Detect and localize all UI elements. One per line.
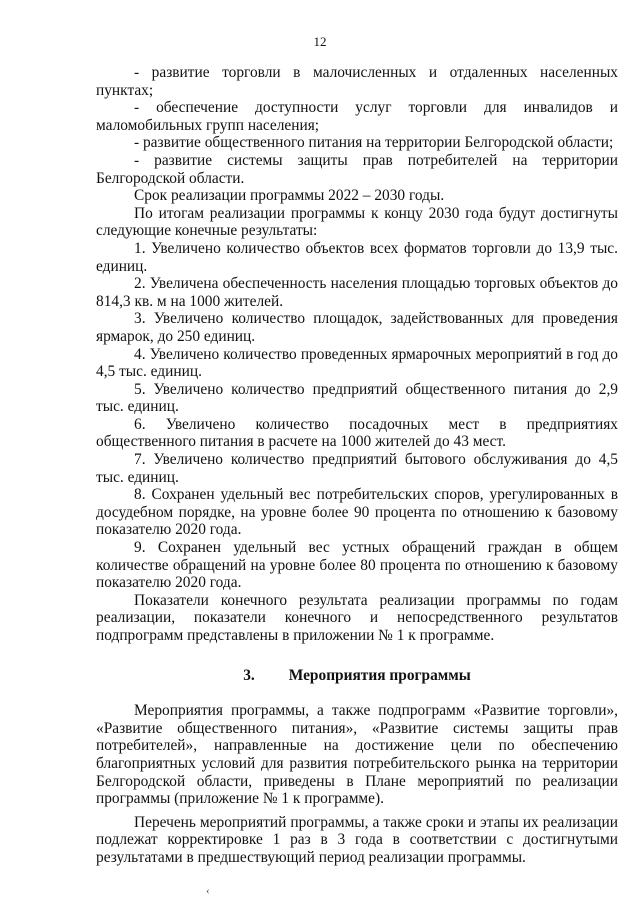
result-item-6: 6. Увеличено количество посадочных мест в предприятиях общественного питания в расчете на 1000 жителей до 43 мест.	[96, 415, 618, 451]
result-item-4: 4. Увеличено количество проведенных ярмарочных мероприятий в год до 4,5 тыс. единиц.	[96, 345, 618, 381]
bullet-consumer-protection: - развитие системы защиты прав потребителей на территории Белгородской области.	[96, 151, 618, 187]
result-item-7: 7. Увеличено количество предприятий бытового обслуживания до 4,5 тыс. единиц.	[96, 451, 618, 486]
page-number: 12	[313, 34, 327, 49]
program-term: Срок реализации программы 2022 – 2030 годы.	[134, 187, 445, 205]
result-item-9: 9. Сохранен удельный вес устных обращений граждан в общем количестве обращений на уровне более 80 процента по отношению к базовому показателю 2020 года.	[96, 539, 618, 592]
section-number: 3.	[243, 666, 255, 684]
section-heading	[96, 667, 618, 685]
measures-adjustment-paragraph: Перечень мероприятий программы, а также сроки и этапы их реализации подлежат корректировке 1 раз в 3 года в соответствии с достигнутыми результатами в предшествующий период реализации программы.	[96, 813, 618, 866]
result-item-5: 5. Увеличено количество предприятий общественного питания до 2,9 тыс. единиц.	[96, 380, 618, 416]
bullet-trade-remote: - развитие торговли в малочисленных и отдаленных населенных пунктах;	[96, 64, 618, 99]
bullet-accessibility: - обеспечение доступности услуг торговли для инвалидов и маломобильных групп населения;	[96, 99, 618, 134]
indicators-paragraph: Показатели конечного результата реализации программы по годам реализации, показатели конечного и непосредственного результатов подпрограмм представлены в приложении № 1 к программе.	[96, 591, 618, 644]
result-item-8: 8. Сохранен удельный вес потребительских споров, урегулированных в досудебном порядке, на уровне более 90 процента по отношению к базовому показателю 2020 года.	[96, 486, 618, 539]
section-title: Мероприятия программы	[288, 666, 471, 684]
result-item-2: 2. Увеличена обеспеченность населения площадью торговых объектов до 814,3 кв. м на 1000 жителей.	[96, 275, 618, 310]
measures-paragraph: Мероприятия программы, а также подпрограмм «Развитие торговли», «Развитие общественного питания», «Развитие системы защиты прав потребителей», направленные на достижение цели по обеспечению благоприятных условий для развития потребительского рынка на территории Белгородской области, приведены в Плане мероприятий по реализации программы (приложение № 1 к программе).	[96, 702, 618, 808]
document-body	[96, 64, 618, 867]
footer-mark: ‹	[206, 885, 210, 897]
bullet-catering: - развитие общественного питания на территории Белгородской области;	[134, 134, 614, 152]
result-item-1: 1. Увеличено количество объектов всех форматов торговли до 13,9 тыс. единиц.	[96, 239, 618, 275]
results-intro: По итогам реализации программы к концу 2030 года будут достигнуты следующие конечные результаты:	[96, 204, 618, 240]
result-item-3: 3. Увеличено количество площадок, задействованных для проведения ярмарок, до 250 единиц.	[96, 310, 618, 345]
